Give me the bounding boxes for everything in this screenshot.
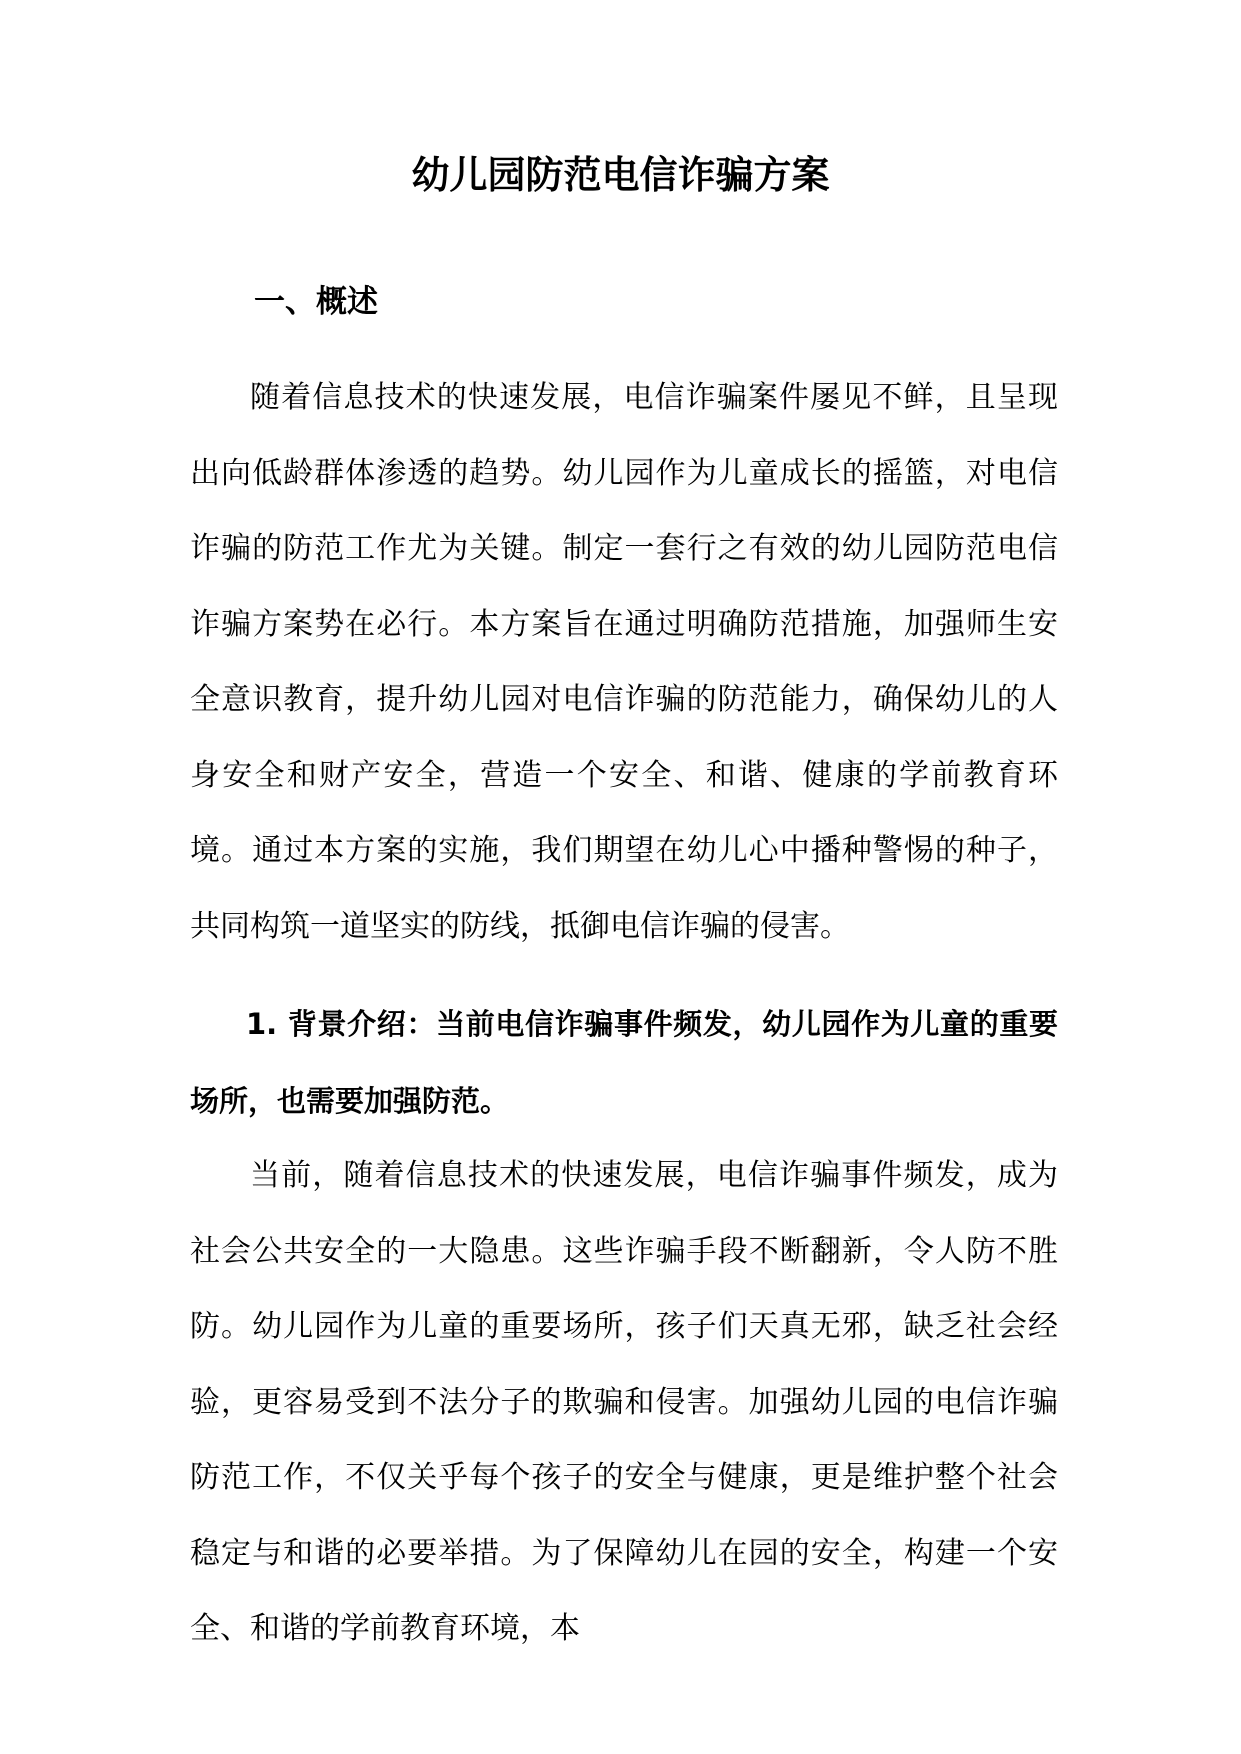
subheading-number: 1.: [246, 1007, 278, 1041]
overview-paragraph: 随着信息技术的快速发展，电信诈骗案件屡见不鲜，且呈现出向低龄群体渗透的趋势。幼儿园作为儿童成长的摇篮，对电信诈骗的防范工作尤为关键。制定一套行之有效的幼儿园防范电信诈骗方案势在必行。本方案旨在通过明确防范措施，加强师生安全意识教育，提升幼儿园对电信诈骗的防范能力，确保幼儿的人身安全和财产安全，营造一个安全、和谐、健康的学前教育环境。通过本方案的实施，我们期望在幼儿心中播种警惕的种子，共同构筑一道坚实的防线，抵御电信诈骗的侵害。: [190, 380, 1058, 944]
background-paragraph: 当前，随着信息技术的快速发展，电信诈骗事件频发，成为社会公共安全的一大隐患。这些诈骗手段不断翻新，令人防不胜防。幼儿园作为儿童的重要场所，孩子们天真无邪，缺乏社会经验，更容易受到不法分子的欺骗和侵害。加强幼儿园的电信诈骗防范工作，不仅关乎每个孩子的安全与健康，更是维护整个社会稳定与和谐的必要举措。为了保障幼儿在园的安全，构建一个安全、和谐的学前教育环境，本: [190, 1158, 1058, 1646]
background-subheading: [190, 986, 1058, 1140]
section-heading-overview: 一、概述: [254, 284, 378, 320]
subheading-text: 背景介绍：当前电信诈骗事件频发，幼儿园作为儿童的重要场所，也需要加强防范。: [190, 1007, 1058, 1118]
document-title: 幼儿园防范电信诈骗方案: [411, 153, 830, 197]
